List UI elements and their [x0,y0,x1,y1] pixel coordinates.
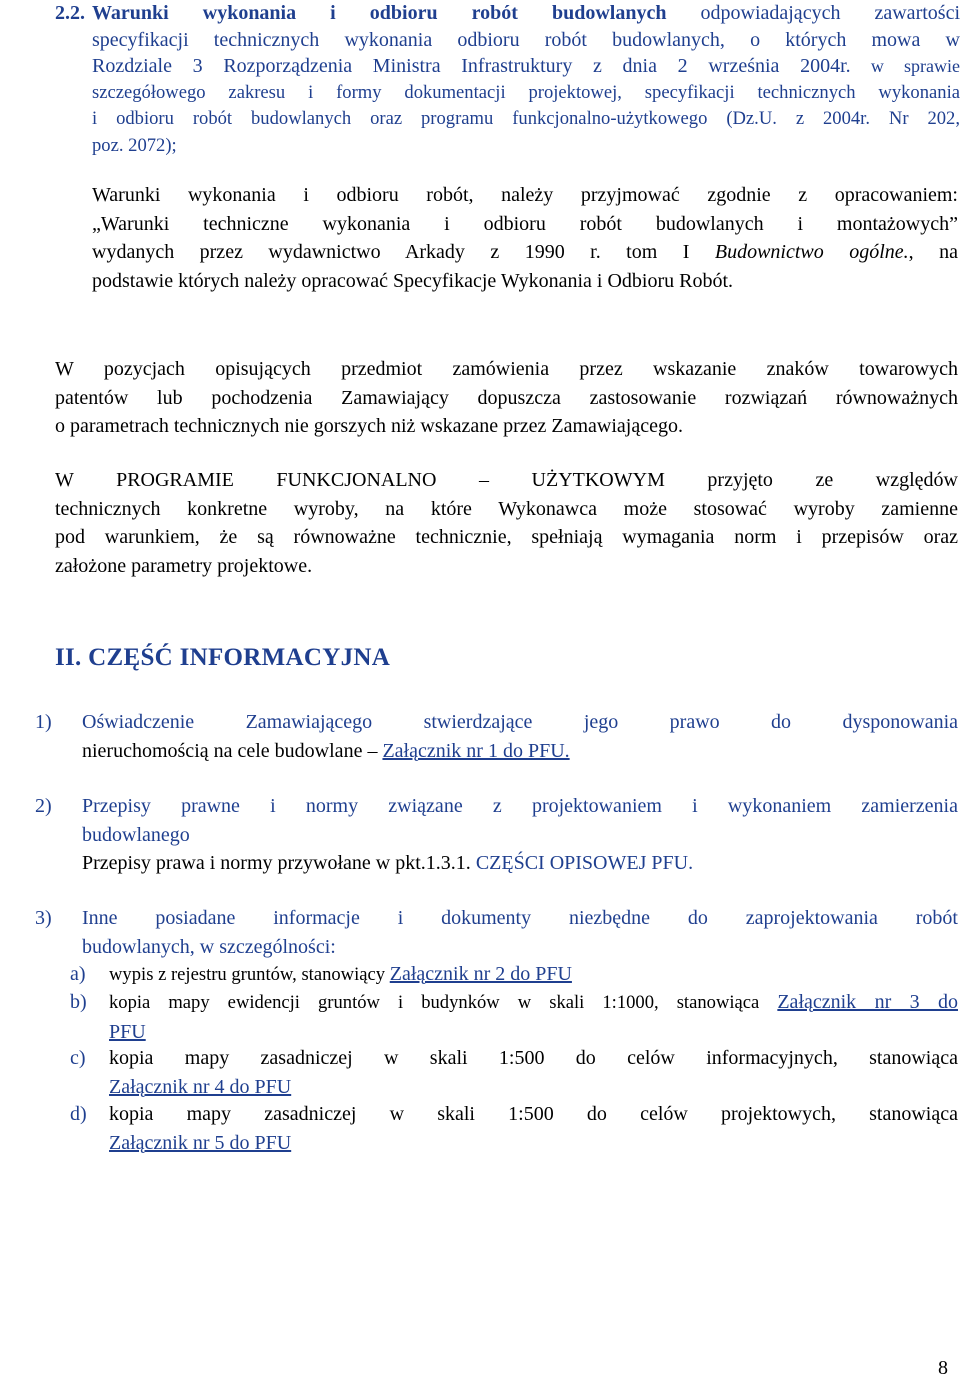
sub-a-text: wypis z rejestru gruntów, stanowiący [109,964,390,985]
program-line-2: technicznych konkretne wyroby, na które Wykonawca może stosować wyroby zamienne [55,497,958,520]
section-2-2-line-6: poz. 2072); [92,134,177,156]
program-line-4: założone parametry projektowe. [55,554,313,577]
sub-marker: b) [70,991,87,1013]
heading-part-2: II. CZĘŚĆ INFORMACYJNA [55,644,391,671]
item1-line-1: Oświadczenie Zamawiającego stwierdzające jego prawo do dysponowania [82,711,958,733]
equivalents-line-1: W pozycjach opisujących przedmiot zamówienia przez wskazanie znaków towarowych [55,358,958,380]
attachment-5-link[interactable]: Załącznik nr 5 do PFU [109,1131,292,1154]
regulation-ref: Rozdziale 3 Rozporządzenia Ministra Infrastruktury z dnia 2 września 2004r. [92,55,851,77]
arkady-line-1: Warunki wykonania i odbioru robót, należy przyjmować zgodnie z opracowaniem: [92,184,958,206]
section-2-2 [55,0,960,159]
arkady-line-3-b: , na [908,241,958,263]
sub-marker: a) [70,963,86,985]
sub-marker: c) [70,1047,86,1069]
section-2-2-line-3 [92,53,960,80]
paragraph-arkady [92,181,958,295]
sub-a-line [109,960,958,990]
paragraph-equivalents [55,355,958,441]
sub-d-line-1: kopia mapy zasadniczej w skali 1:500 do celów projektowych, stanowiąca [109,1103,958,1125]
item2-line-3 [82,849,958,878]
section-number: 2.2. [55,2,85,24]
program-line-3: pod warunkiem, że są równoważne technicznie, spełniają wymagania norm i przepisów oraz [55,526,958,548]
section-2-2-line-1 [92,0,960,27]
sub-b-line-2 [109,1018,958,1047]
item3-line-1: Inne posiadane informacje i dokumenty niezbędne do zaprojektowania robót [82,907,958,929]
list-item-2 [35,792,958,878]
item3-line-2: budowlanych, w szczególności: [82,935,336,958]
list-item-3 [35,904,958,961]
section-title-rest: odpowiadających zawartości [666,2,960,24]
item1-line-2-text: nieruchomością na cele budowlane – [82,739,383,762]
list-item-1 [35,708,958,765]
section-2-2-line-5: i odbioru robót budowlanych oraz programu funkcjonalno-użytkowego (Dz.U. z 2004r. Nr 202, [92,108,960,129]
sub-b-line-1 [109,988,958,1018]
paragraph-program [55,466,958,580]
sub-item-d [70,1100,958,1157]
item1-line-2 [82,737,958,766]
arkady-line-2: „Warunki techniczne wykonania i odbioru robót budowlanych i montażowych” [92,212,958,235]
list-marker: 2) [35,795,52,817]
book-title: Budownictwo ogólne. [714,241,909,263]
attachment-2-link[interactable]: Załącznik nr 2 do PFU [389,963,572,985]
sub-item-c [70,1044,958,1101]
sub-item-a [70,960,958,990]
arkady-line-3 [92,238,958,267]
sub-marker: d) [70,1103,87,1125]
attachment-4-link[interactable]: Załącznik nr 4 do PFU [109,1075,292,1098]
program-line-1: W PROGRAMIE FUNKCJONALNO – UŻYTKOWYM przyjęto ze względów [55,469,958,491]
section-2-2-line-2: specyfikacji technicznych wykonania odbioru robót budowlanych, o których mowa w [92,28,960,51]
item2-line-2: budowlanego [82,823,190,846]
attachment-3-link-a[interactable]: Załącznik nr 3 do [777,991,958,1013]
attachment-1-link[interactable]: Załącznik nr 1 do PFU. [382,739,570,762]
item2-line-3-b: CZĘŚCI OPISOWEJ PFU. [475,852,694,874]
item2-line-3-a: Przepisy prawa i normy przywołane w pkt.1.3.1. [82,852,476,874]
attachment-3-link-b[interactable]: PFU [109,1020,146,1043]
sub-b-text: kopia mapy ewidencji gruntów i budynków w skali 1:1000, stanowiąca [109,992,778,1013]
item2-line-1: Przepisy prawne i normy związane z projektowaniem i wykonaniem zamierzenia [82,795,958,817]
equivalents-line-2: patentów lub pochodzenia Zamawiający dopuszcza zastosowanie rozwiązań równoważnych [55,386,958,409]
list-marker: 3) [35,907,52,929]
section-title: Warunki wykonania i odbioru robót budowlanych [92,2,667,24]
sub-d-line-2 [109,1129,958,1158]
section-2-2-line-4: szczegółowego zakresu i formy dokumentacji projektowej, specyfikacji technicznych wykonania [92,81,960,103]
page-number: 8 [938,1357,948,1379]
arkady-line-3-a: wydanych przez wydawnictwo Arkady z 1990 r. tom I [92,241,715,263]
regulation-ref-tail: w sprawie [850,56,960,76]
list-marker: 1) [35,711,52,733]
sub-c-line-1: kopia mapy zasadniczej w skali 1:500 do celów informacyjnych, stanowiąca [109,1047,958,1069]
equivalents-line-3: o parametrach technicznych nie gorszych niż wskazane przez Zamawiającego. [55,415,683,437]
arkady-line-4: podstawie których należy opracować Specyfikacje Wykonania i Odbioru Robót. [92,269,734,292]
sub-item-b [70,988,958,1046]
sub-c-line-2 [109,1073,958,1102]
